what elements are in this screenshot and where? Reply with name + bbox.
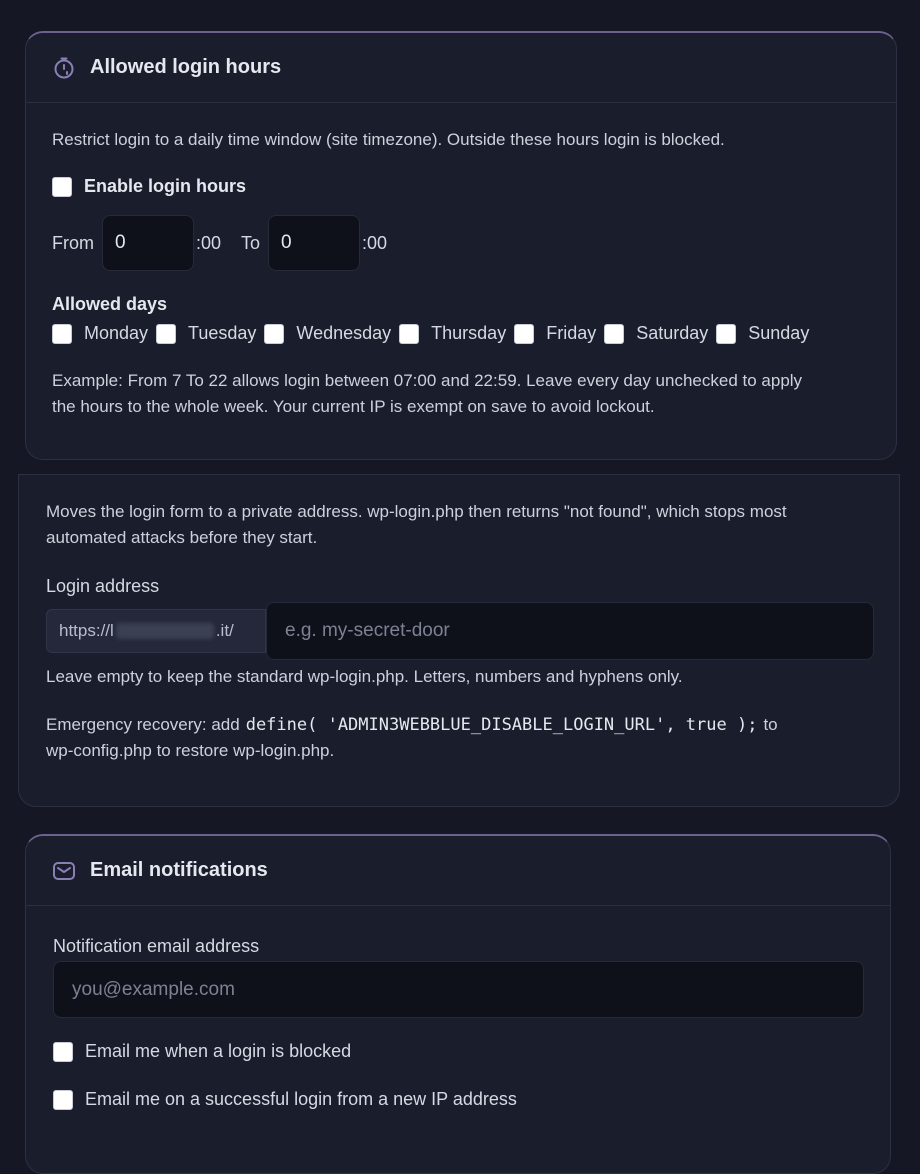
day-thursday[interactable]	[399, 323, 506, 344]
email-new-ip-label: Email me on a successful login from a new IP address	[85, 1089, 517, 1109]
login-hours-header	[26, 33, 896, 103]
day-label: Monday	[84, 323, 149, 343]
day-label: Thursday	[431, 323, 507, 343]
example-line-2: the hours to the whole week. Your current IP is exempt on save to avoid lockout.	[52, 397, 655, 416]
email-address-input[interactable]	[53, 961, 864, 1018]
login-hours-description: Restrict login to a daily time window (site timezone). Outside these hours login is blocked.	[52, 130, 725, 149]
allowed-days-row	[52, 323, 817, 344]
login-address-input[interactable]	[266, 602, 874, 660]
day-label: Wednesday	[296, 323, 392, 343]
enable-login-hours-checkbox[interactable]	[52, 177, 72, 197]
recovery-code: define( 'ADMIN3WEBBLUE_DISABLE_LOGIN_URL', true );	[245, 715, 758, 735]
allowed-days-title: Allowed days	[52, 294, 168, 314]
email-title: Email notifications	[90, 859, 268, 881]
login-hours-title: Allowed login hours	[90, 56, 282, 78]
login-address-help: Leave empty to keep the standard wp-login.php. Letters, numbers and hyphens only.	[46, 667, 683, 686]
day-checkbox[interactable]	[716, 324, 736, 344]
day-checkbox[interactable]	[399, 324, 419, 344]
email-address-label: Notification email address	[53, 936, 260, 956]
login-address-field	[46, 602, 874, 660]
day-label: Saturday	[636, 323, 709, 343]
from-suffix: :00	[196, 232, 222, 253]
enable-login-hours-label: Enable login hours	[84, 176, 247, 196]
login-address-label: Login address	[46, 576, 160, 596]
recovery-prefix: Emergency recovery: add	[46, 715, 240, 734]
redacted-domain	[116, 623, 214, 639]
email-header	[26, 836, 890, 906]
prefix-end: .it/	[215, 621, 234, 640]
from-hour-input[interactable]	[102, 215, 194, 271]
day-checkbox[interactable]	[604, 324, 624, 344]
email-blocked-checkbox[interactable]	[53, 1042, 73, 1062]
day-label: Tuesday	[188, 323, 257, 343]
login-url-description-line-2: automated attacks before they start.	[46, 528, 318, 547]
day-label: Sunday	[748, 323, 810, 343]
day-sunday[interactable]	[716, 323, 809, 344]
from-label: From	[52, 232, 94, 253]
day-checkbox[interactable]	[52, 324, 72, 344]
login-hours-example	[52, 368, 802, 420]
to-suffix: :00	[362, 232, 388, 253]
day-saturday[interactable]	[604, 323, 708, 344]
prefix-start: https://l	[59, 621, 114, 640]
day-label: Friday	[546, 323, 597, 343]
login-hours-card	[25, 31, 897, 460]
hours-range-row	[52, 215, 387, 271]
enable-login-hours-row[interactable]	[52, 176, 246, 197]
to-hour-input[interactable]	[268, 215, 360, 271]
email-blocked-label: Email me when a login is blocked	[85, 1041, 352, 1061]
email-card	[25, 834, 891, 1174]
day-checkbox[interactable]	[156, 324, 176, 344]
day-checkbox[interactable]	[514, 324, 534, 344]
example-line-1: Example: From 7 To 22 allows login between 07:00 and 22:59. Leave every day unchecked to apply	[52, 371, 803, 390]
timer-icon	[52, 56, 76, 80]
email-new-ip-checkbox[interactable]	[53, 1090, 73, 1110]
recovery-line-2: wp-config.php to restore wp-login.php.	[46, 741, 335, 760]
email-blocked-option[interactable]	[53, 1041, 351, 1062]
day-tuesday[interactable]	[156, 323, 256, 344]
day-monday[interactable]	[52, 323, 148, 344]
envelope-icon	[52, 859, 76, 883]
day-checkbox[interactable]	[264, 324, 284, 344]
login-url-card	[18, 474, 900, 807]
emergency-recovery	[46, 712, 886, 764]
login-address-prefix	[46, 609, 266, 653]
login-url-description-line-1: Moves the login form to a private address. wp-login.php then returns "not found", which stops most	[46, 502, 787, 521]
recovery-suffix: to	[763, 715, 778, 734]
email-new-ip-option[interactable]	[53, 1089, 517, 1110]
to-label: To	[241, 232, 261, 253]
day-friday[interactable]	[514, 323, 596, 344]
login-url-description	[46, 499, 787, 551]
day-wednesday[interactable]	[264, 323, 391, 344]
